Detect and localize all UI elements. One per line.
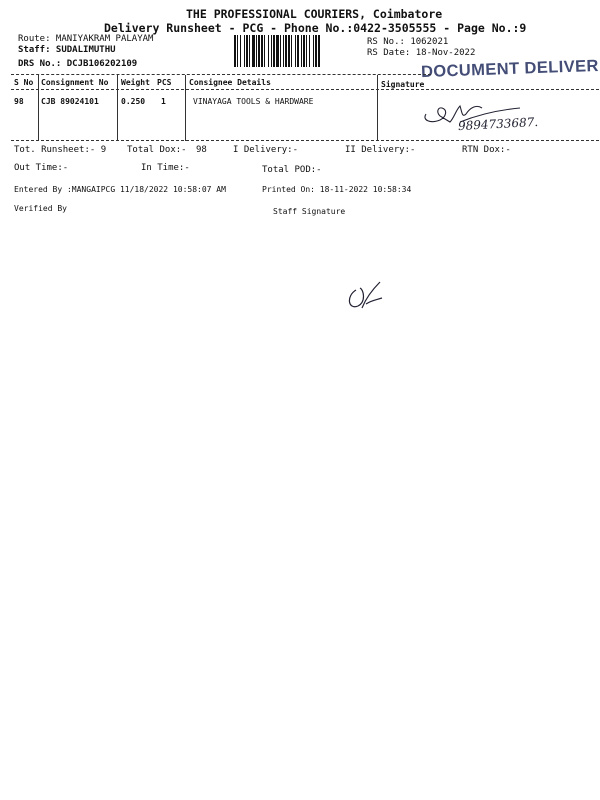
- rtn-dox: RTN Dox:-: [462, 145, 511, 155]
- rs-number: RS No.: 1062021: [367, 37, 449, 47]
- staff-signature: [340, 278, 390, 318]
- drs-number: DRS No.: DCJB106202109: [18, 59, 138, 69]
- col-header-weight: Weight: [121, 78, 150, 87]
- total-dox-label: Total Dox:-: [127, 145, 187, 155]
- row-consignment-no: CJB 89024101: [41, 97, 99, 106]
- col-header-consignment: Consignment No: [41, 78, 109, 87]
- i-delivery: I Delivery:-: [233, 145, 299, 155]
- col-header-consignee: Consignee Details: [189, 78, 271, 87]
- company-title: THE PROFESSIONAL COURIERS, Coimbatore: [186, 7, 443, 21]
- staff-label: Staff: SUDALIMUTHU: [18, 45, 116, 55]
- table-header-rule: [11, 89, 599, 90]
- row-consignee: VINAYAGA TOOLS & HARDWARE: [193, 97, 314, 106]
- document-delivered-stamp: DOCUMENT DELIVER: [420, 56, 600, 82]
- runsheet-subtitle: Delivery Runsheet - PCG - Phone No.:0422-3505555 - Page No.:9: [104, 21, 527, 35]
- table-bottom-rule: [11, 140, 599, 141]
- ii-delivery: II Delivery:-: [345, 145, 416, 155]
- handwritten-phone: 9894733687.: [457, 114, 539, 134]
- total-pod: Total POD:-: [262, 165, 322, 175]
- col-header-signature: Signature: [381, 80, 425, 89]
- row-weight: 0.250: [121, 97, 146, 106]
- col-header-sno: S No: [14, 78, 34, 87]
- verified-by: Verified By: [14, 204, 67, 213]
- col-divider: [377, 75, 378, 141]
- out-time: Out Time:-: [14, 163, 69, 173]
- entered-by: Entered By :MANGAIPCG 11/18/2022 10:58:07 AM: [14, 185, 226, 194]
- col-divider: [38, 75, 39, 141]
- rs-date: RS Date: 18-Nov-2022: [367, 48, 476, 58]
- col-header-pcs: PCS: [157, 78, 172, 87]
- printed-on: Printed On: 18-11-2022 10:58:34: [262, 185, 412, 194]
- table-top-rule: [11, 74, 431, 75]
- barcode: [234, 35, 362, 67]
- staff-signature-label: Staff Signature: [273, 207, 346, 216]
- tot-runsheet: Tot. Runsheet:- 9: [14, 145, 107, 155]
- row-sno: 98: [14, 97, 24, 106]
- col-divider: [117, 75, 118, 141]
- in-time: In Time:-: [141, 163, 190, 173]
- route-label: Route: MANIYAKRAM PALAYAM: [18, 34, 154, 44]
- col-divider: [185, 75, 186, 141]
- row-pcs: 1: [161, 97, 166, 106]
- total-dox-value: 98: [196, 145, 207, 155]
